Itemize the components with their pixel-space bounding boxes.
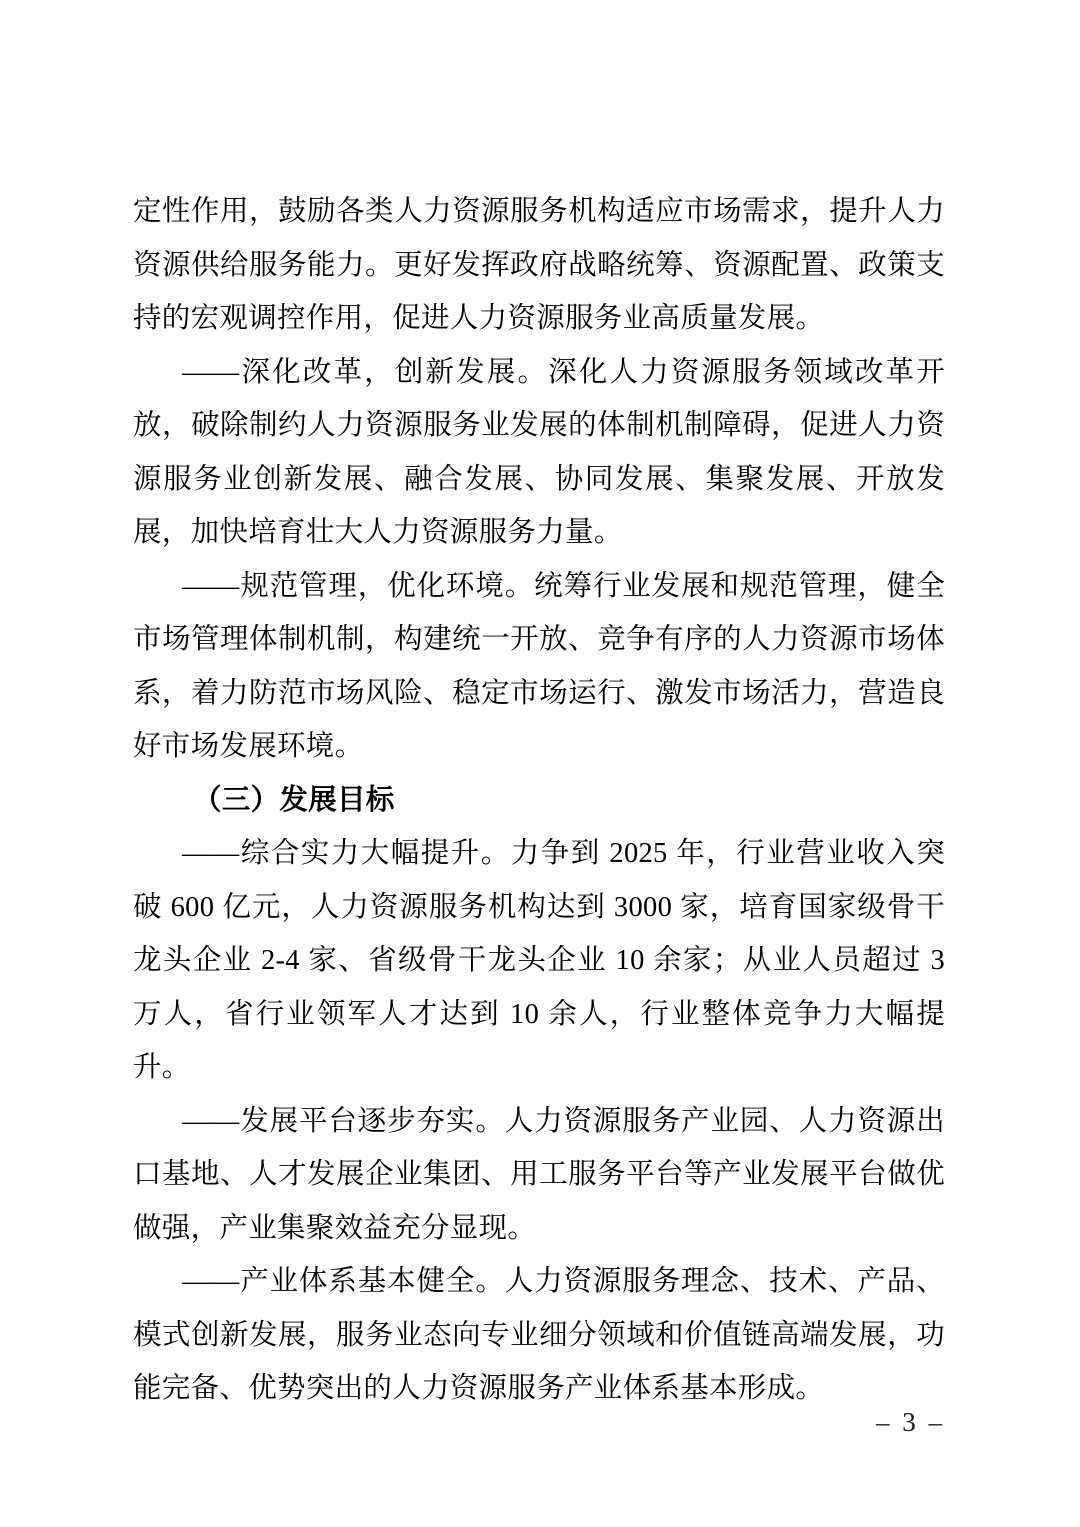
dash-item-body: 人力资源服务产业园、人力资源出口基地、人才发展企业集团、用工服务平台等产业发展平台做优做强，产业集聚效益充分显现。 <box>133 1105 945 1244</box>
dash-item-lead: ——产业体系基本健全。 <box>182 1266 505 1297</box>
section-heading: （三）发展目标 <box>193 784 395 816</box>
dash-item-lead: ——综合实力大幅提升。 <box>182 838 511 869</box>
paragraph-dash-platform <box>133 1095 945 1256</box>
page-footer <box>876 1405 945 1439</box>
dash-item-body: 深化人力资源服务领域改革开放，破除制约人力资源服务业发展的体制机制障碍，促进人力资源服务业创新发展、融合发展、协同发展、集聚发展、开放发展，加快培育壮大人力资源服务力量。 <box>133 356 945 548</box>
paragraph-dash-industry-system <box>133 1255 945 1416</box>
document-body <box>133 185 945 1416</box>
page-number: – 3 – <box>876 1407 945 1437</box>
dash-item-lead: ——规范管理，优化环境。 <box>182 570 535 602</box>
paragraph-dash-strength <box>133 827 945 1095</box>
dash-item-body: 人力资源服务理念、技术、产品、模式创新发展，服务业态向专业细分领域和价值链高端发展，功能完备、优势突出的人力资源服务产业体系基本形成。 <box>133 1266 945 1404</box>
dash-item-lead: ——发展平台逐步夯实。 <box>182 1105 505 1137</box>
paragraph-continuation: 定性作用，鼓励各类人力资源服务机构适应市场需求，提升人力资源供给服务能力。更好发挥政府战略统筹、资源配置、政策支持的宏观调控作用，促进人力资源服务业高质量发展。 <box>133 196 945 334</box>
dash-item-body: 力争到 2025 年，行业营业收入突破 600 亿元，人力资源服务机构达到 3000 家，培育国家级骨干龙头企业 2-4 家、省级骨干龙头企业 10 余家；从业人员超过 3 万人，省行业领军人才达到 10 余人，行业整体竞争力大幅提升。 <box>133 838 945 1083</box>
dash-item-body: 统筹行业发展和规范管理，健全市场管理体制机制，构建统一开放、竞争有序的人力资源市场体系，着力防范市场风险、稳定市场运行、激发市场活力，营造良好市场发展环境。 <box>133 570 945 762</box>
paragraph-dash-reform <box>133 346 945 560</box>
dash-item-lead: ——深化改革，创新发展。 <box>182 356 549 388</box>
paragraph-dash-regulation <box>133 560 945 774</box>
